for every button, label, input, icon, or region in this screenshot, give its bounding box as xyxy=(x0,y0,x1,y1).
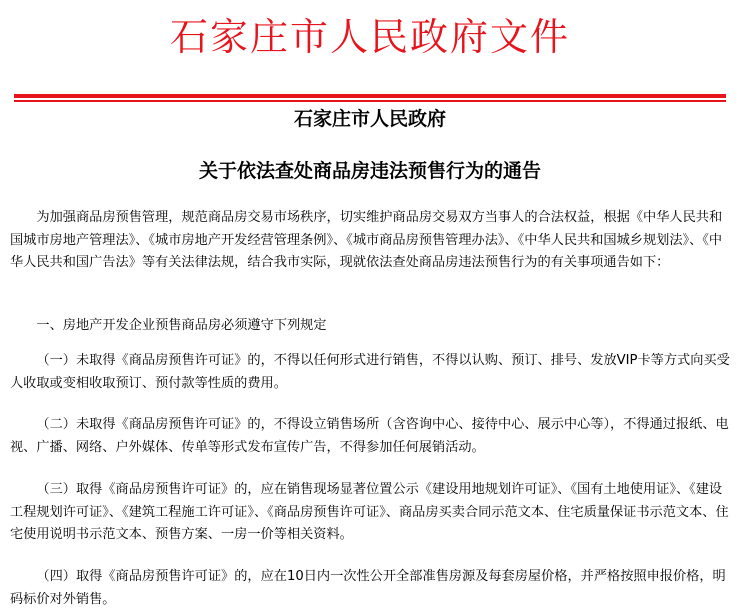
rule-item-2: （二）未取得《商品房预售许可证》的，不得设立销售场所（含咨询中心、接待中心、展示中心等），不得通过报纸、电视、广播、网络、户外媒体、传单等形式发布宣传广告，不得参加任何展销活动。 xyxy=(10,417,729,455)
rule-item-3: （三）取得《商品房预售许可证》的，应在销售现场显著位置公示《建设用地规划许可证》、《国有土地使用证》、《建设工程规划许可证》、《建筑工程施工许可证》、《商品房预售许可证》、商品房买卖合同示范文本、住宅质量保证书示范文本、住宅使用说明书示范文本、预售方案、一房一价等相关资料。 xyxy=(10,482,729,542)
intro-paragraph: 为加强商品房预售管理，规范商品房交易市场秩序，切实维护商品房交易双方当事人的合法权益，根据《中华人民共和国城市房地产管理法》、《城市房地产开发经营管理条例》、《城市商品房预售管理办法》、《中华人民共和国城乡规划法》、《中华人民共和国广告法》等有关法律法规，结合我市实际，现就依法查处商品房违法预售行为的有关事项通告如下： xyxy=(10,210,723,270)
rule-item-4: （四）取得《商品房预售许可证》的，应在10日内一次性公开全部准售房源及每套房屋价格，并严格按照申报价格，明码标价对外销售。 xyxy=(10,569,726,607)
header-divider-thick xyxy=(14,94,726,98)
section-heading-one: 一、房地产开发企业预售商品房必须遵守下列规定 xyxy=(36,318,327,333)
document-header-title: 石家庄市人民政府文件 xyxy=(169,15,570,59)
notice-title: 关于依法查处商品房违法预售行为的通告 xyxy=(198,160,541,182)
issuer-name: 石家庄市人民政府 xyxy=(293,108,446,130)
rule-item-1: （一）未取得《商品房预售许可证》的，不得以任何形式进行销售，不得以认购、预订、排号、发放VIP卡等方式向买受人收取或变相收取预订、预付款等性质的费用。 xyxy=(10,353,730,391)
header-divider-thin xyxy=(14,100,726,102)
